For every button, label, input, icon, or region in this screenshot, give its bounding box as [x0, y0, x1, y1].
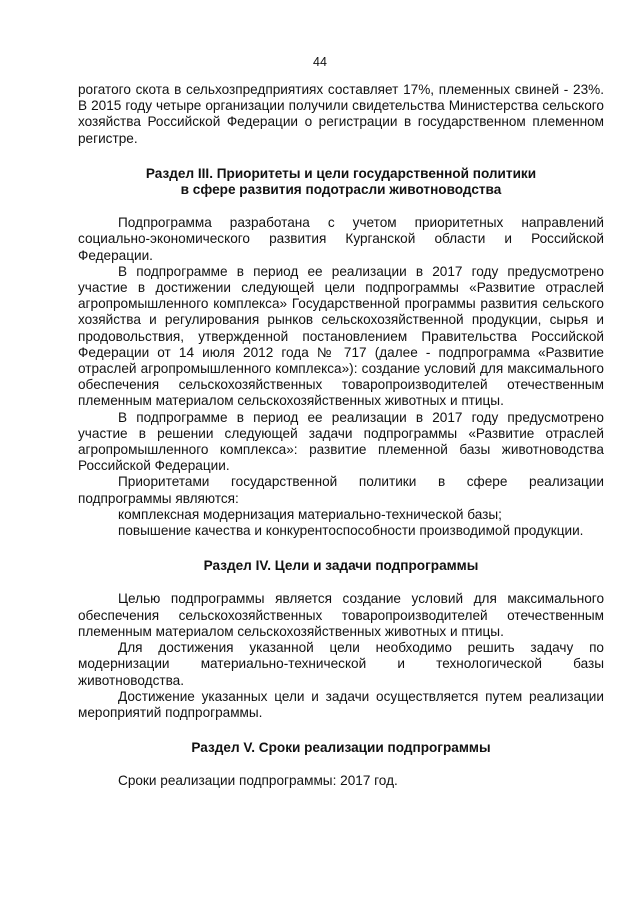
section-4 — [78, 558, 604, 721]
section-3-title-line-1: Раздел III. Приоритеты и цели государственной политики — [145, 165, 537, 181]
section-4-paragraph-1: Целью подпрограммы является создание условий для максимального обеспечения сельскохозяйственных товаропроизводителей отечественным племенным материалом сельскохозяйственных животных и птицы. — [78, 591, 604, 639]
page-number: 44 — [313, 55, 327, 69]
priority-item-1: комплексная модернизация материально-технической базы; — [118, 506, 502, 522]
section-3-paragraph-4: Приоритетами государственной политики в сфере реализации подпрограммы являются: — [78, 474, 604, 506]
document-body — [78, 82, 604, 790]
section-5-title: Раздел V. Сроки реализации подпрограммы — [191, 740, 491, 756]
section-4-paragraph-2: Для достижения указанной цели необходимо решить задачу по модернизации материально-технической и технологической базы животноводства. — [78, 640, 604, 688]
section-5-paragraph-1: Сроки реализации подпрограммы: 2017 год. — [118, 773, 398, 789]
section-3-paragraph-3: В подпрограмме в период ее реализации в 2017 году предусмотрено участие в решении следующей задачи подпрограммы «Развитие отраслей агропромышленного комплекса»: развитие племенной базы животноводства Российской Федерации. — [78, 409, 604, 474]
section-4-paragraph-3: Достижение указанных цели и задачи осуществляется путем реализации мероприятий подпрограммы. — [78, 688, 604, 720]
section-4-title: Раздел IV. Цели и задачи подпрограммы — [203, 558, 479, 574]
section-3-paragraph-2: В подпрограмме в период ее реализации в 2017 году предусмотрено участие в достижении следующей цели подпрограммы «Развитие отраслей агропромышленного комплекса» Государственной программы развития сельского хозяйства и регулирования рынков сельскохозяйственной продукции, сырья и продовольствия, утвержденной постановлением Правительства Российской Федерации от 14 июля 2012 года № 717 (далее - подпрограмма «Развитие отраслей агропромышленного комплекса»): создание условий для максимального обеспечения сельскохозяйственных товаропроизводителей отечественным племенным материалом сельскохозяйственных животных и птицы. — [78, 263, 604, 409]
intro-paragraph: рогатого скота в сельхозпредприятиях составляет 17%, племенных свиней - 23%. В 2015 году четыре организации получили свидетельства Министерства сельского хозяйства Российской Федерации о регистрации в государственном племенном регистре. — [78, 82, 604, 146]
section-3-paragraph-1: Подпрограмма разработана с учетом приоритетных направлений социально-экономического развития Курганской области и Российской Федерации. — [78, 215, 604, 263]
section-5 — [78, 740, 604, 789]
section-3 — [78, 166, 604, 539]
section-3-title-line-2: в сфере развития подотрасли животноводства — [180, 182, 502, 198]
priority-item-2: повышение качества и конкурентоспособности производимой продукции. — [118, 523, 584, 539]
